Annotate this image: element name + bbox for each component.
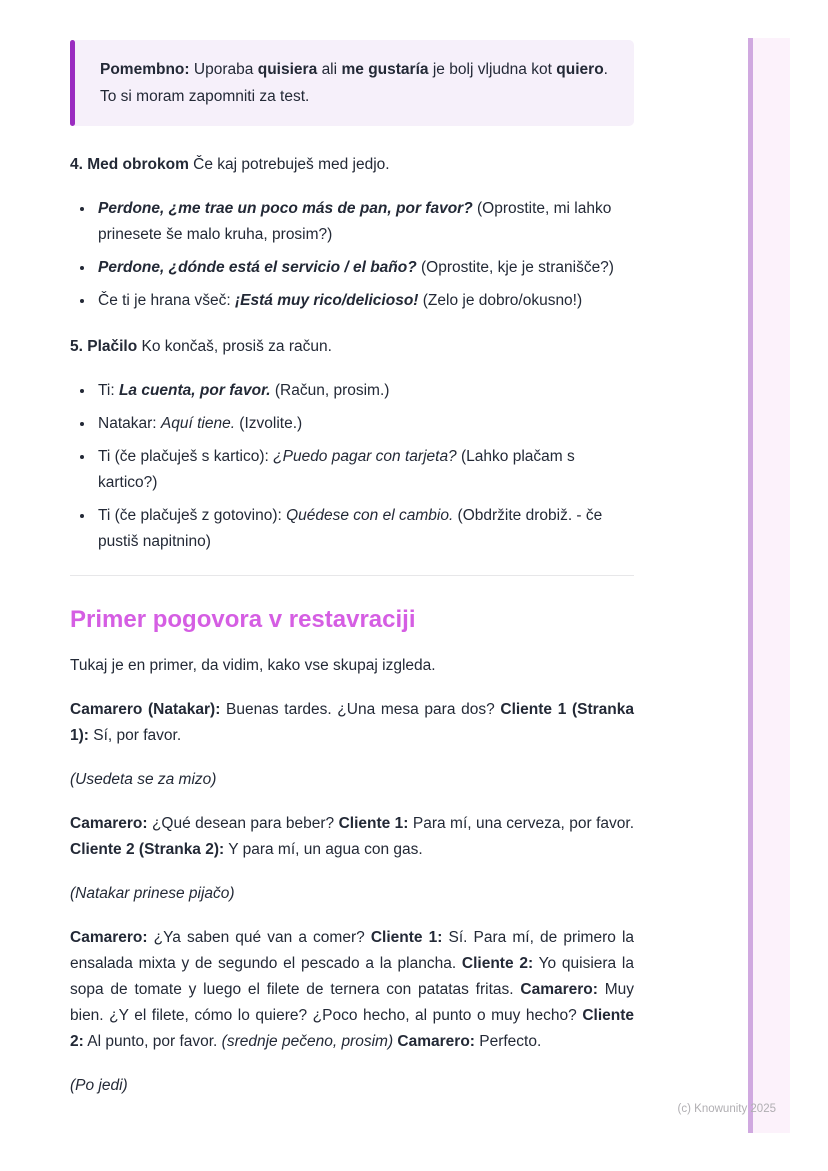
dialogue-text: Para mí, una cerveza, por favor. <box>408 815 635 832</box>
dialogue-speaker-label: Camarero: <box>520 981 598 998</box>
list-item <box>95 444 634 496</box>
dialogue-speaker-label: Cliente 1: <box>370 929 443 946</box>
dialogue-speaker-label: Cliente 2 (Stranka 2): <box>70 841 225 858</box>
section-4-list <box>70 196 634 314</box>
callout-accent-bar <box>70 40 75 126</box>
dialogue-speaker-label: Camarero: <box>70 815 148 832</box>
dialogue-text: Al punto, por favor. <box>83 1033 222 1050</box>
lead-text: Ti (če plačuješ z gotovino): <box>98 507 287 524</box>
dialogue-paragraph <box>70 697 634 749</box>
dialogue-paragraph <box>70 811 634 863</box>
list-item <box>95 255 634 281</box>
section-5-subtitle: Ko končaš, prosiš za račun. <box>137 338 332 355</box>
section-4-heading <box>70 152 634 178</box>
callout-text: Uporaba <box>189 61 258 78</box>
copyright-watermark: (c) Knowunity 2025 <box>677 1103 776 1115</box>
translation-text: (Izvolite.) <box>235 415 303 432</box>
spanish-phrase: ¡Está muy rico/delicioso! <box>234 292 419 309</box>
lead-text: Ti (če plačuješ s kartico): <box>98 448 274 465</box>
dialogue-paragraph <box>70 925 634 1055</box>
list-item <box>95 503 634 555</box>
section-4-subtitle: Če kaj potrebuješ med jedjo. <box>188 156 390 173</box>
stage-direction: (Po jedi) <box>70 1077 128 1094</box>
dialogue-speaker-label: Cliente 1: <box>338 815 409 832</box>
section-5-title: 5. Plačilo <box>70 338 138 355</box>
translation-text: (Oprostite, kje je stranišče?) <box>416 259 614 276</box>
dialogue-speaker-label: Camarero: <box>397 1033 475 1050</box>
list-item <box>95 288 634 314</box>
dialogue-text: ¿Ya saben qué van a comer? <box>147 929 371 946</box>
important-callout <box>70 40 634 126</box>
example-heading: Primer pogovora v restavraciji <box>70 606 416 633</box>
lead-text: Ti: <box>98 382 119 399</box>
list-item <box>95 196 634 248</box>
stage-direction: (Natakar prinese pijačo) <box>70 885 235 902</box>
callout-term: quiero <box>556 61 604 78</box>
spanish-phrase: Perdone, ¿dónde está el servicio / el baño? <box>98 259 417 276</box>
dialogue-speaker-label: Camarero: <box>70 929 148 946</box>
translation-text: (Lahko plačam s kartico?) <box>98 448 575 491</box>
translation-text: (Zelo je dobro/okusno!) <box>418 292 583 309</box>
translation-text: (Račun, prosim.) <box>270 382 390 399</box>
translation-text: (Obdržite drobiž. - če pustiš napitnino) <box>98 507 603 550</box>
callout-text: . To si moram zapomniti za test. <box>100 61 608 105</box>
lead-text: Če ti je hrana všeč: <box>98 292 235 309</box>
spanish-phrase: Quédese con el cambio. <box>286 507 454 524</box>
section-5-heading <box>70 334 634 360</box>
spanish-phrase: Aquí tiene. <box>160 415 235 432</box>
dialogue-text: Sí. Para mí, de primero la ensalada mixta y de segundo el pescado a la plancha. <box>70 929 635 972</box>
example-intro: Tukaj je en primer, da vidim, kako vse skupaj izgleda. <box>70 657 436 674</box>
callout-term: me gustaría <box>341 61 429 78</box>
stage-note-inline: (srednje pečeno, prosim) <box>221 1033 398 1050</box>
document-content <box>70 40 634 1117</box>
dialogue-text: ¿Qué desean para beber? <box>147 815 339 832</box>
callout-text: ali <box>317 61 342 78</box>
dialogue-speaker-label: Camarero (Natakar): <box>70 701 221 718</box>
translation-text: (Oprostite, mi lahko prinesete še malo kruha, prosim?) <box>98 200 612 243</box>
list-item <box>95 411 634 437</box>
section-divider <box>70 575 634 576</box>
stage-direction: (Usedeta se za mizo) <box>70 771 217 788</box>
spanish-phrase: La cuenta, por favor. <box>118 382 271 399</box>
callout-label: Pomembno: <box>100 61 190 78</box>
callout-term: quisiera <box>257 61 318 78</box>
dialogue-text: Y para mí, un agua con gas. <box>224 841 423 858</box>
dialogue-text: Yo quisiera la sopa de tomate y luego el filete de ternera con patatas fritas. <box>70 955 634 998</box>
dialogue-speaker-label: Cliente 2: <box>70 1007 634 1050</box>
list-item <box>95 378 634 404</box>
section-5-list <box>70 378 634 555</box>
spanish-phrase: ¿Puedo pagar con tarjeta? <box>273 448 457 465</box>
dialogue-text: Muy bien. ¿Y el filete, cómo lo quiere? ¿Poco hecho, al punto o muy hecho? <box>70 981 634 1024</box>
page-edge-strip <box>748 38 790 1133</box>
dialogue-speaker-label: Cliente 1 (Stranka 1): <box>70 701 635 744</box>
dialogue-speaker-label: Cliente 2: <box>461 955 534 972</box>
dialogue-text: Perfecto. <box>474 1033 542 1050</box>
dialogue-text: Sí, por favor. <box>88 727 182 744</box>
dialogue-text: Buenas tardes. ¿Una mesa para dos? <box>220 701 501 718</box>
callout-text: je bolj vljudna kot <box>428 61 557 78</box>
section-4-title: 4. Med obrokom <box>70 156 189 173</box>
lead-text: Natakar: <box>98 415 161 432</box>
spanish-phrase: Perdone, ¿me trae un poco más de pan, por favor? <box>98 200 473 217</box>
